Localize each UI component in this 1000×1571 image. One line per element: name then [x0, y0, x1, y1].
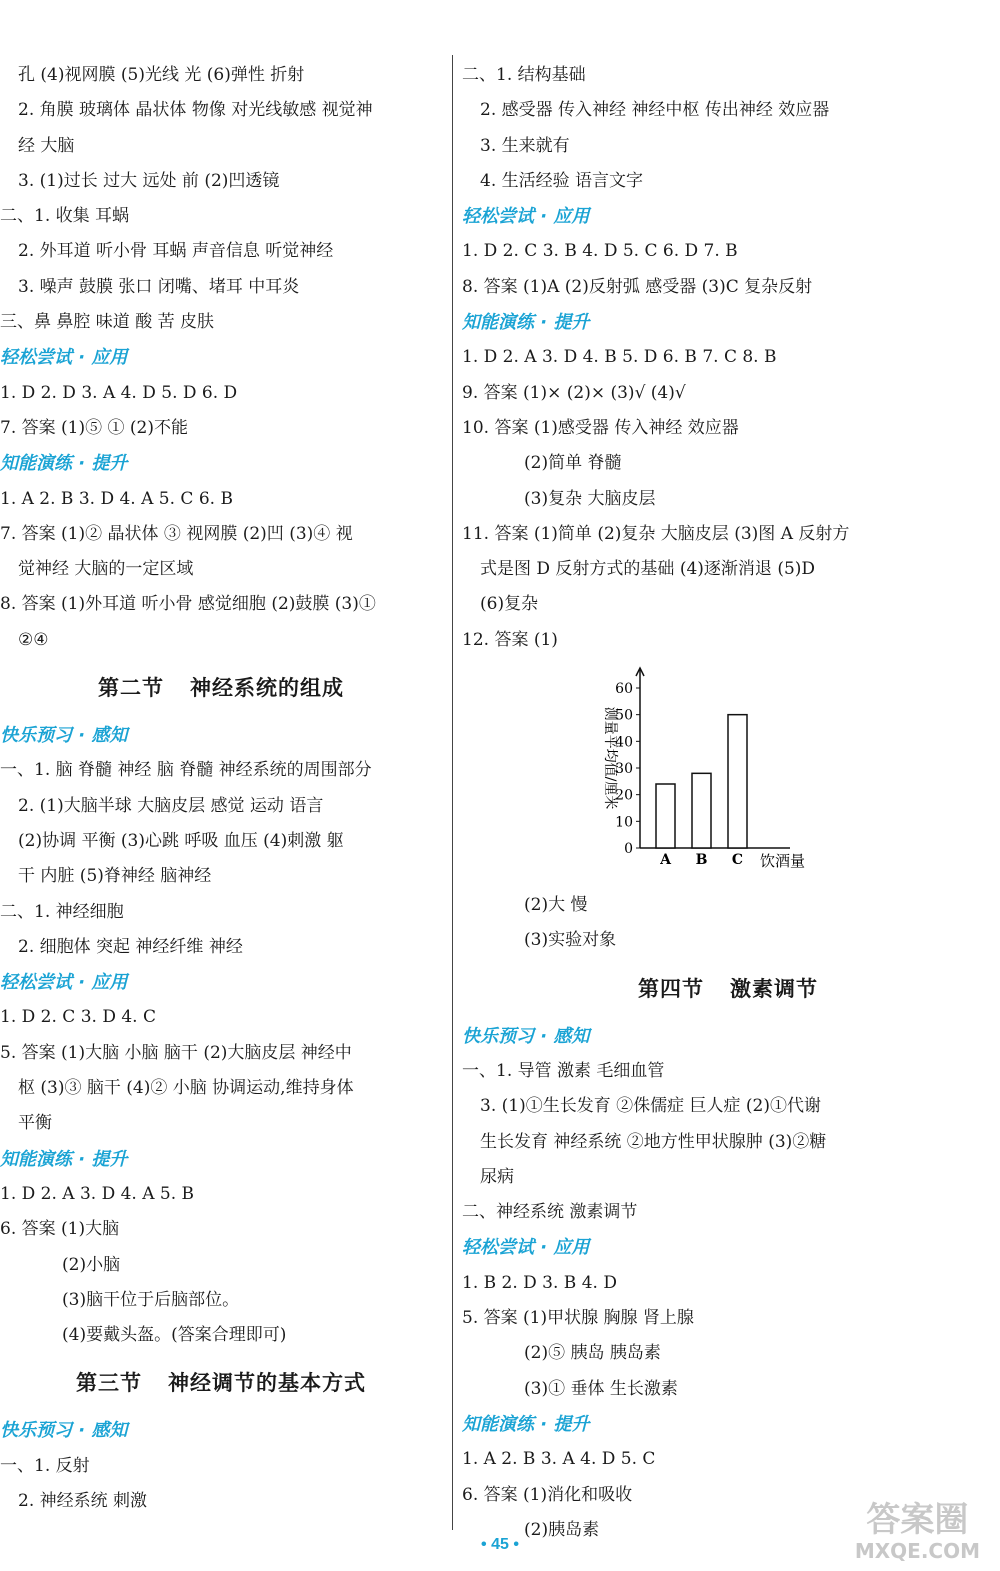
chart-container	[592, 658, 994, 888]
answer-line: 6. 答案 (1)消化和吸收	[462, 1484, 633, 1505]
y-tick-label: 60	[615, 681, 633, 698]
chapter-heading	[0, 658, 442, 718]
answer-line: 1. B 2. D 3. B 4. D	[462, 1272, 617, 1293]
answer-line: 一、1. 导管 激素 毛细血管	[462, 1060, 665, 1081]
answer-line: ②④	[18, 629, 49, 650]
y-tick-label: 30	[615, 761, 633, 778]
y-tick-label: 40	[615, 734, 633, 751]
answer-line: 3. (1)①生长发育 ②侏儒症 巨人症 (2)①代谢	[480, 1096, 821, 1117]
y-axis-label: 测量平均值/厘米	[602, 706, 618, 810]
answer-line: 6. 答案 (1)大脑	[0, 1219, 120, 1240]
answer-line: 二、1. 神经细胞	[0, 901, 124, 922]
x-tick-label: C	[731, 852, 744, 869]
section-label: 知能演练 · 提升	[462, 312, 590, 334]
answer-line: 2. 神经系统 刺激	[18, 1490, 148, 1511]
section-label: 轻松尝试 · 应用	[462, 206, 590, 228]
answer-line: 1. D 2. A 3. D 4. A 5. B	[0, 1183, 195, 1204]
chapter-heading-number: 第四节	[638, 976, 704, 1001]
answer-line: 4. 生活经验 语言文字	[480, 170, 644, 191]
answer-line: 2. (1)大脑半球 大脑皮层 感觉 运动 语言	[18, 795, 324, 816]
bar-B	[692, 773, 711, 848]
answer-line: 式是图 D 反射方式的基础 (4)逐渐消退 (5)D	[480, 559, 816, 580]
answer-line: 2. 角膜 玻璃体 晶状体 物像 对光线敏感 视觉神	[18, 100, 373, 121]
answer-line: (2)协调 平衡 (3)心跳 呼吸 血压 (4)刺激 躯	[18, 830, 344, 851]
x-axis-label: 饮酒量	[760, 852, 806, 871]
answer-line: 5. 答案 (1)甲状腺 胸腺 肾上腺	[462, 1308, 694, 1329]
bar-C	[728, 715, 747, 848]
answer-line: (2)⑤ 胰岛 胰岛素	[524, 1343, 661, 1364]
chapter-heading-number: 第二节	[98, 676, 164, 701]
answer-line: 1. D 2. A 3. D 4. B 5. D 6. B 7. C 8. B	[462, 347, 777, 368]
chapter-heading-title: 神经系统的组成	[190, 676, 344, 701]
answer-line: 觉神经 大脑的一定区域	[18, 559, 194, 580]
answer-line: 9. 答案 (1)× (2)× (3)√ (4)√	[462, 382, 686, 403]
answer-line: (3)脑干位于后脑部位。	[62, 1289, 240, 1310]
bar-chart	[592, 658, 852, 888]
section-label: 知能演练 · 提升	[462, 1413, 590, 1435]
section-label: 快乐预习 · 感知	[0, 1420, 128, 1442]
answer-line: 1. D 2. D 3. A 4. D 5. D 6. D	[0, 382, 238, 403]
answer-line: 孔 (4)视网膜 (5)光线 光 (6)弹性 折射	[18, 65, 305, 85]
answer-line: 3. (1)过长 过大 远处 前 (2)凹透镜	[18, 170, 280, 191]
answer-line: (3)实验对象	[524, 930, 617, 951]
answer-line: 平衡	[18, 1113, 52, 1134]
answer-line: 3. 生来就有	[480, 135, 570, 156]
answer-line: (2)小脑	[62, 1254, 121, 1275]
answer-line: 1. A 2. B 3. D 4. A 5. C 6. B	[0, 488, 233, 509]
section-label: 快乐预习 · 感知	[0, 725, 128, 747]
chapter-heading	[462, 959, 994, 1019]
answer-line: 2. 细胞体 突起 神经纤维 神经	[18, 936, 243, 957]
page-number-text: 45	[491, 1536, 509, 1553]
answer-line: 一、1. 反射	[0, 1455, 90, 1476]
x-tick-label: B	[695, 852, 708, 869]
chapter-heading	[0, 1353, 442, 1413]
answer-line: (2)胰岛素	[524, 1519, 600, 1540]
chapter-heading-title: 神经调节的基本方式	[168, 1371, 366, 1396]
answer-line: 枢 (3)③ 脑干 (4)② 小脑 协调运动,维持身体	[18, 1078, 354, 1099]
answer-line: 经 大脑	[18, 135, 75, 156]
answer-line: (6)复杂	[480, 594, 539, 615]
bar-A	[656, 784, 675, 848]
answer-line: 7. 答案 (1)② 晶状体 ③ 视网膜 (2)凹 (3)④ 视	[0, 523, 353, 544]
answer-line: (4)要戴头盔。(答案合理即可)	[62, 1325, 287, 1346]
chapter-heading-number: 第三节	[76, 1371, 142, 1396]
right-column	[462, 58, 994, 1548]
answer-line: 10. 答案 (1)感受器 传入神经 效应器	[462, 417, 739, 438]
answer-line: 5. 答案 (1)大脑 小脑 脑干 (2)大脑皮层 神经中	[0, 1042, 352, 1063]
section-label: 快乐预习 · 感知	[462, 1025, 590, 1047]
answer-line: (2)简单 脊髓	[524, 453, 622, 474]
y-tick-label: 10	[615, 814, 633, 831]
answer-line: 2. 外耳道 听小骨 耳蜗 声音信息 听觉神经	[18, 241, 334, 262]
section-label: 轻松尝试 · 应用	[462, 1237, 590, 1259]
answer-line: 二、1. 收集 耳蜗	[0, 206, 130, 227]
answer-line: 生长发育 神经系统 ②地方性甲状腺肿 (3)②糖	[480, 1131, 827, 1152]
watermark-line2: MXQE.COM	[854, 1539, 980, 1563]
answer-line: 二、神经系统 激素调节	[462, 1202, 638, 1223]
y-tick-label: 0	[624, 841, 633, 858]
answer-line: (2)大 慢	[524, 895, 588, 916]
answer-line: (3)① 垂体 生长激素	[524, 1378, 678, 1399]
page-number: • 45 •	[481, 1536, 519, 1553]
x-tick-label: A	[660, 852, 671, 869]
answer-line: 3. 噪声 鼓膜 张口 闭嘴、堵耳 中耳炎	[18, 276, 300, 297]
answer-line: 11. 答案 (1)简单 (2)复杂 大脑皮层 (3)图 A 反射方	[462, 523, 850, 544]
answer-line: (3)复杂 大脑皮层	[524, 488, 656, 509]
answer-line: 二、1. 结构基础	[462, 65, 586, 85]
answer-line: 干 内脏 (5)脊神经 脑神经	[18, 866, 212, 887]
y-tick-label: 50	[615, 707, 633, 724]
answer-line: 1. A 2. B 3. A 4. D 5. C	[462, 1449, 656, 1470]
answer-line: 1. D 2. C 3. B 4. D 5. C 6. D 7. B	[462, 241, 738, 262]
left-column	[0, 58, 442, 1519]
answer-line: 8. 答案 (1)A (2)反射弧 感受器 (3)C 复杂反射	[462, 276, 813, 297]
column-divider	[452, 55, 453, 1530]
answer-line: 8. 答案 (1)外耳道 听小骨 感觉细胞 (2)鼓膜 (3)①	[0, 594, 376, 615]
answer-line: 尿病	[480, 1166, 514, 1187]
section-label: 轻松尝试 · 应用	[0, 972, 128, 994]
answer-line: 7. 答案 (1)⑤ ① (2)不能	[0, 417, 188, 438]
answer-line: 2. 感受器 传入神经 神经中枢 传出神经 效应器	[480, 100, 830, 121]
watermark-line1: 答案圈	[866, 1500, 969, 1540]
watermark-logo	[855, 1501, 980, 1563]
answer-line: 一、1. 脑 脊髓 神经 脑 脊髓 神经系统的周围部分	[0, 760, 372, 781]
chapter-heading-title: 激素调节	[730, 976, 818, 1001]
section-label: 知能演练 · 提升	[0, 1148, 128, 1170]
y-tick-label: 20	[615, 787, 633, 804]
answer-line: 1. D 2. C 3. D 4. C	[0, 1007, 156, 1028]
answer-line: 三、鼻 鼻腔 味道 酸 苦 皮肤	[0, 312, 215, 333]
section-label: 知能演练 · 提升	[0, 453, 128, 475]
section-label: 轻松尝试 · 应用	[0, 347, 128, 369]
answer-line: 12. 答案 (1)	[462, 629, 558, 650]
